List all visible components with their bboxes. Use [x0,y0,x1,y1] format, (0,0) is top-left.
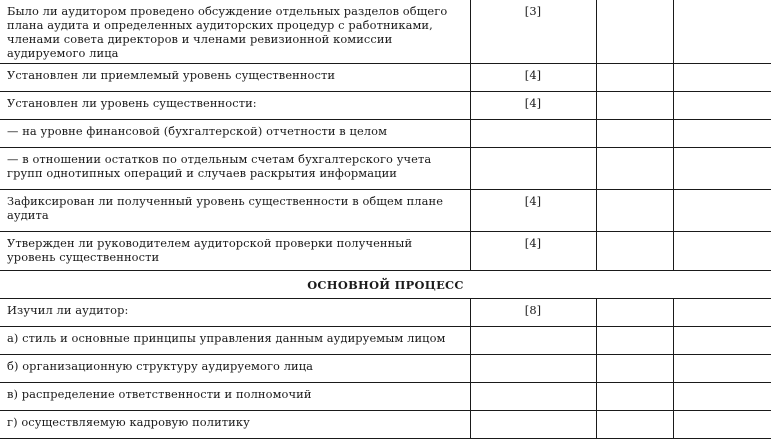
question-cell: Было ли аудитором проведено обсуждение отдельных разделов общего плана аудита и определенных аудиторских процедур с работниками, членами совета директоров и членами ревизионной комиссии аудируемого лица [0,0,470,64]
answer-cell [596,92,673,120]
table-row [0,383,771,411]
answer-cell [596,299,673,327]
reference-cell: [4] [470,232,596,271]
table-row [0,299,771,327]
table-row [0,232,771,271]
note-cell [673,411,771,439]
note-cell [673,148,771,190]
note-cell [673,232,771,271]
answer-cell [596,190,673,232]
note-cell [673,355,771,383]
reference-cell: [4] [470,64,596,92]
question-cell: в) распределение ответственности и полномочий [0,383,470,411]
question-cell: б) организационную структуру аудируемого лица [0,355,470,383]
table-row [0,411,771,439]
answer-cell [596,355,673,383]
table-row [0,92,771,120]
reference-cell [470,148,596,190]
reference-cell: [3] [470,0,596,64]
note-cell [673,64,771,92]
note-cell [673,299,771,327]
table-row [0,190,771,232]
table-row [0,120,771,148]
answer-cell [596,327,673,355]
answer-cell [596,232,673,271]
note-cell [673,190,771,232]
answer-cell [596,383,673,411]
question-cell: г) осуществляемую кадровую политику [0,411,470,439]
section-row [0,271,771,299]
answer-cell [596,0,673,64]
reference-cell: [4] [470,92,596,120]
table-row [0,0,771,64]
question-cell: а) стиль и основные принципы управления данным аудируемым лицом [0,327,470,355]
answer-cell [596,120,673,148]
question-cell: — в отношении остатков по отдельным счетам бухгалтерского учета групп однотипных операций и случаев раскрытия информации [0,148,470,190]
reference-cell [470,327,596,355]
reference-cell [470,120,596,148]
question-cell: Зафиксирован ли полученный уровень существенности в общем плане аудита [0,190,470,232]
question-cell: Изучил ли аудитор: [0,299,470,327]
note-cell [673,120,771,148]
answer-cell [596,148,673,190]
reference-cell [470,383,596,411]
note-cell [673,92,771,120]
note-cell [673,327,771,355]
table-row [0,64,771,92]
question-cell: Утвержден ли руководителем аудиторской проверки полученный уровень существенности [0,232,470,271]
note-cell [673,383,771,411]
reference-cell: [4] [470,190,596,232]
table-row [0,148,771,190]
note-cell [673,0,771,64]
reference-cell [470,355,596,383]
question-cell: Установлен ли уровень существенности: [0,92,470,120]
answer-cell [596,411,673,439]
table-row [0,355,771,383]
question-cell: Установлен ли приемлемый уровень существенности [0,64,470,92]
answer-cell [596,64,673,92]
question-cell: — на уровне финансовой (бухгалтерской) отчетности в целом [0,120,470,148]
section-title: ОСНОВНОЙ ПРОЦЕСС [0,271,771,299]
reference-cell: [8] [470,299,596,327]
reference-cell [470,411,596,439]
table-row [0,327,771,355]
